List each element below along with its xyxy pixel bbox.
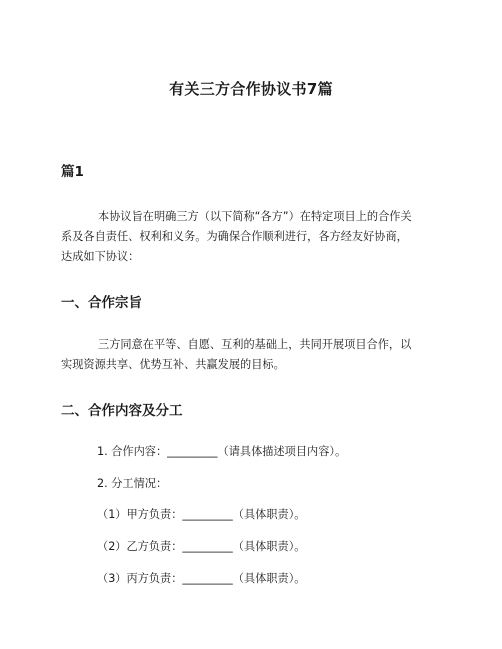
intro-line: 系及各自责任、权利和义务。为确保合作顺利进行，各方经友好协商， xyxy=(61,230,408,243)
intro-paragraph xyxy=(61,207,443,267)
list-item: 1. 合作内容：_________（请具体描述项目内容）。 xyxy=(97,445,347,458)
part-heading: 篇1 xyxy=(61,164,84,180)
purpose-line: 实现资源共享、优势互补、共赢发展的目标。 xyxy=(61,358,285,371)
list-item: （2）乙方负责：_________（具体职责）。 xyxy=(97,540,306,553)
intro-line: 达成如下协议： xyxy=(61,250,140,263)
document-title: 有关三方合作协议书7篇 xyxy=(169,80,333,98)
list-item: （3）丙方负责：_________（具体职责）。 xyxy=(97,572,306,585)
section-heading-content: 二、合作内容及分工 xyxy=(61,403,183,419)
purpose-paragraph xyxy=(61,335,443,375)
intro-line: 本协议旨在明确三方（以下简称“各方”）在特定项目上的合作关 xyxy=(98,210,412,223)
list-item: （1）甲方负责：_________（具体职责）。 xyxy=(97,508,306,521)
purpose-line: 三方同意在平等、自愿、互利的基础上，共同开展项目合作，以 xyxy=(98,338,412,351)
section-heading-purpose: 一、合作宗旨 xyxy=(61,295,142,311)
list-item: 2. 分工情况： xyxy=(97,477,168,490)
